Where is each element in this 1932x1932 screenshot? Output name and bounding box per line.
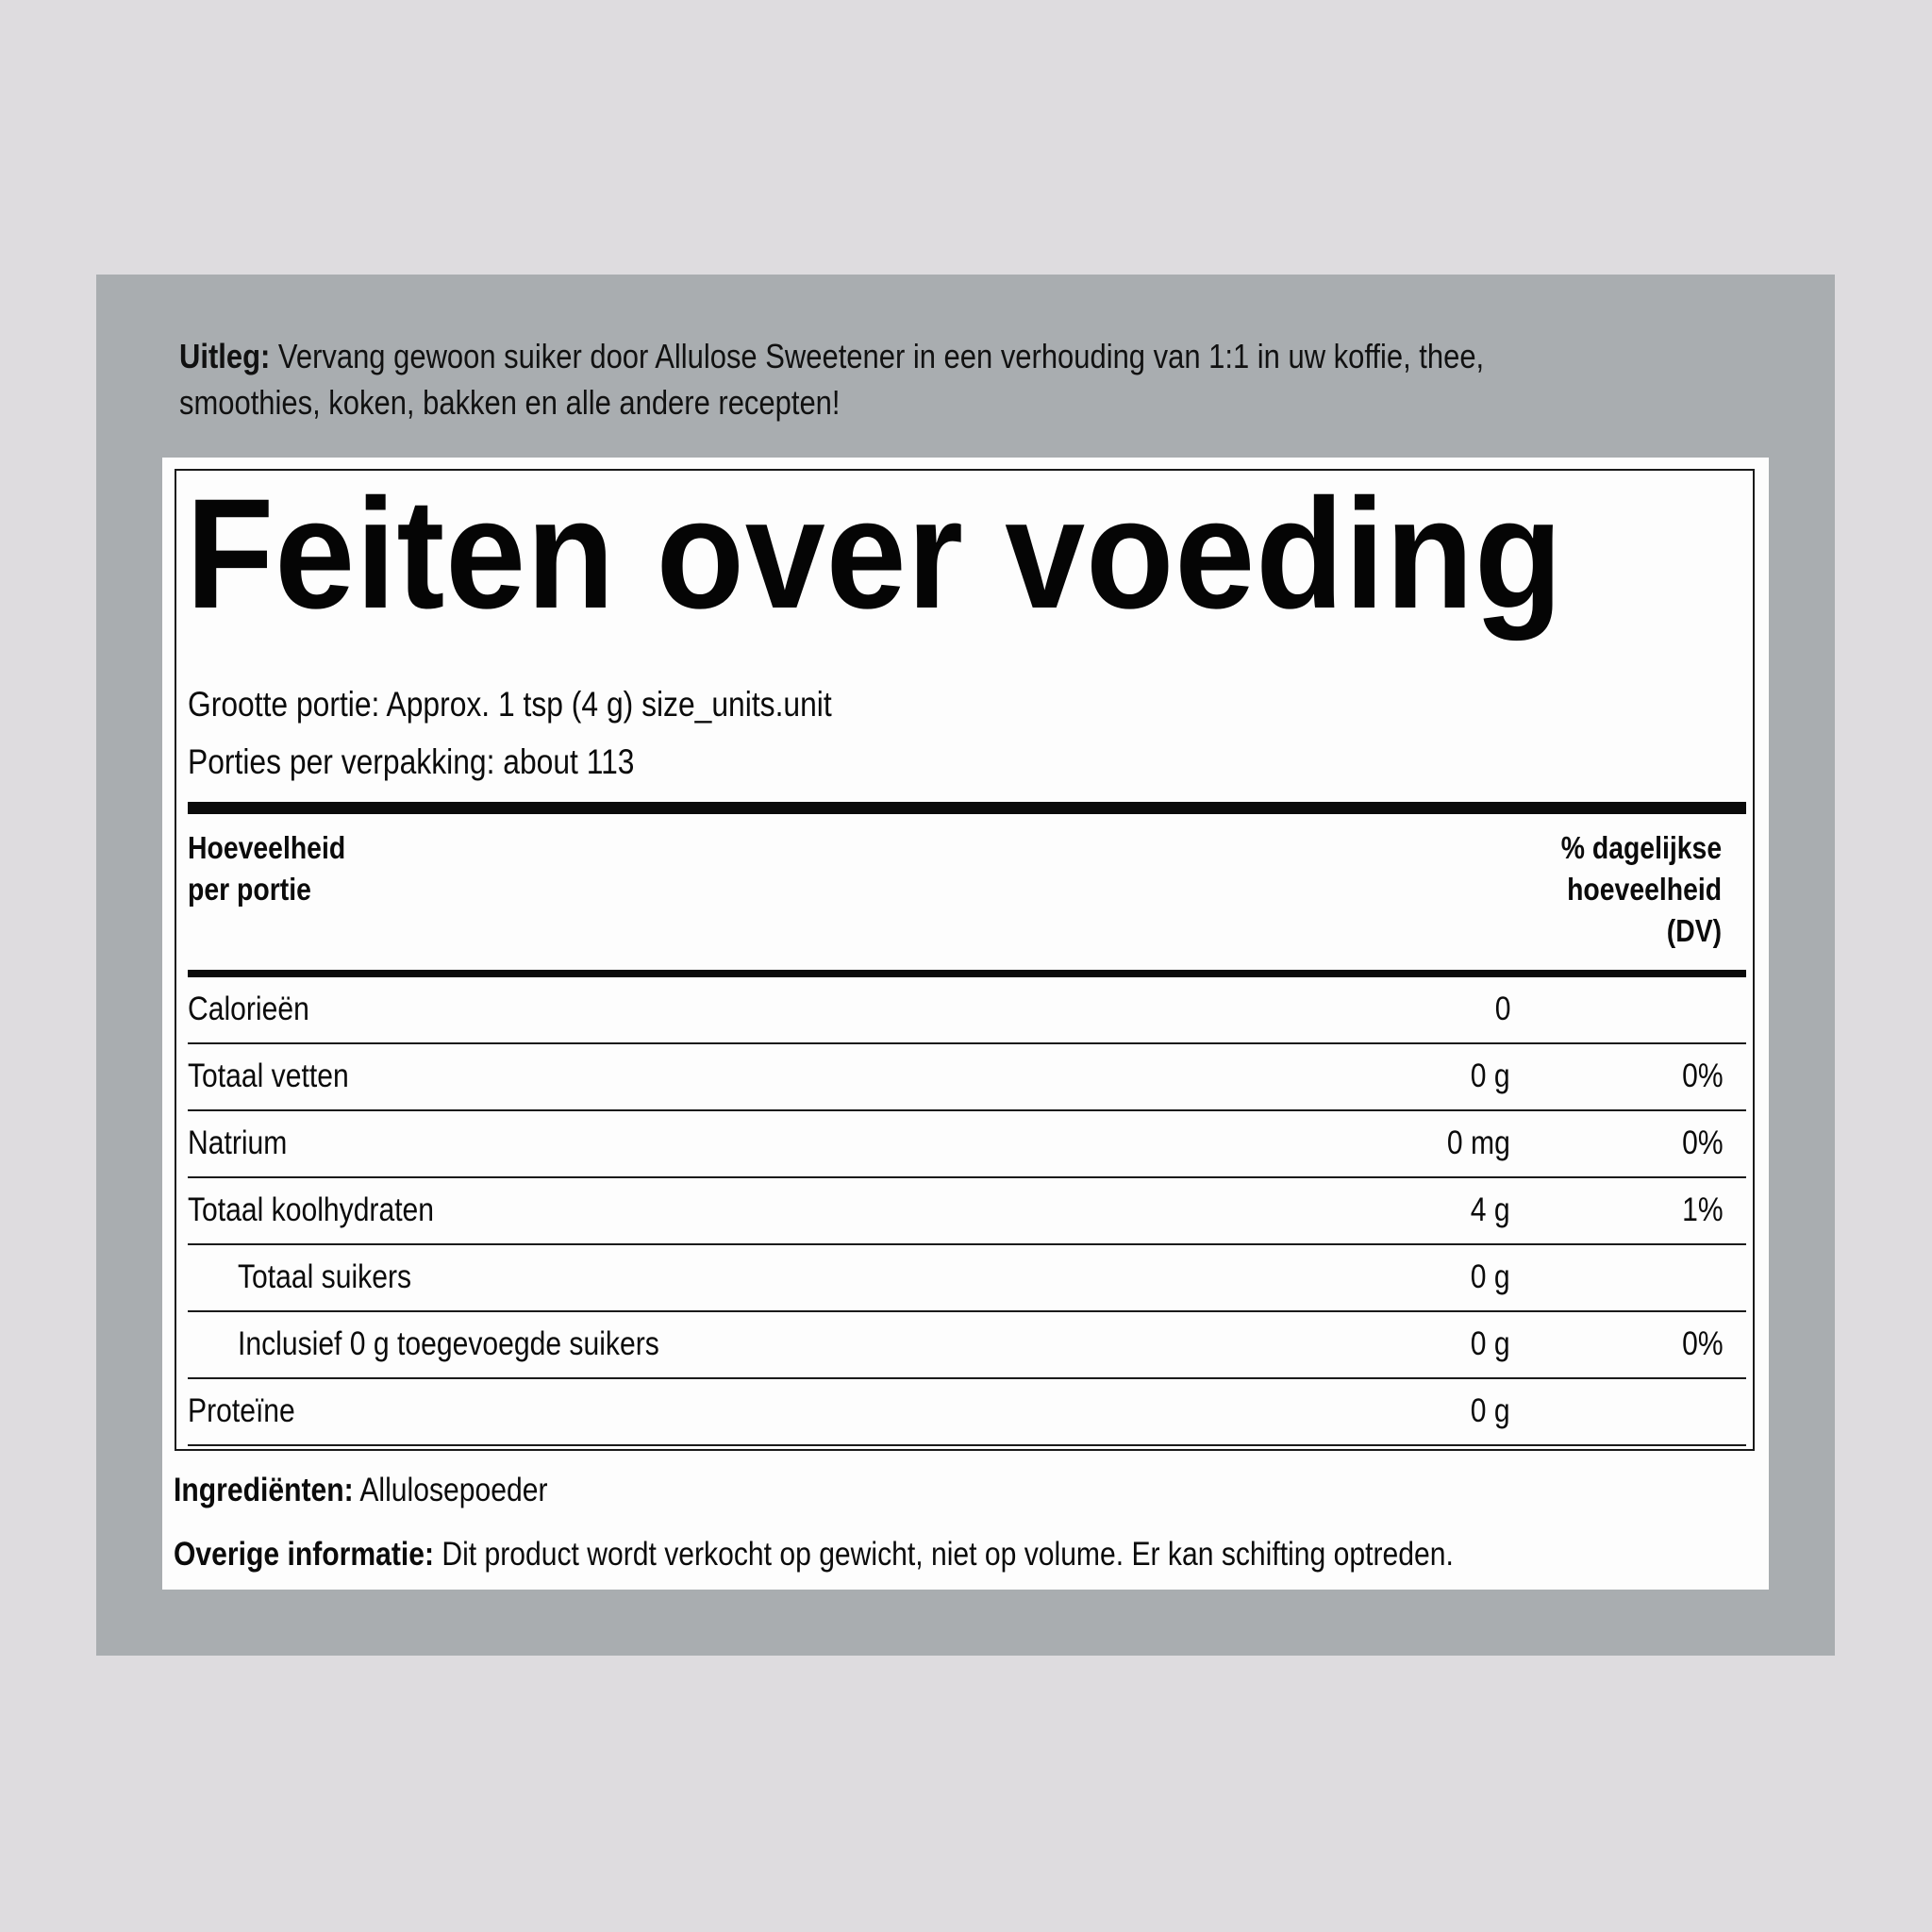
nutrient-amount: 0 mg <box>1447 1124 1510 1161</box>
nutrition-card <box>162 458 1769 1590</box>
usage-text: Vervang gewoon suiker door Allulose Sweetener in een verhouding van 1:1 in uw koffie, thee, <box>270 337 1485 375</box>
other-information <box>174 1534 1454 1575</box>
servings-per-container: Porties per verpakking: about 113 <box>188 742 635 781</box>
header-left-line1: Hoeveelheid <box>188 830 346 865</box>
nutrition-facts-box <box>175 469 1755 1451</box>
table-row <box>188 1245 1746 1312</box>
nutrient-name: Totaal vetten <box>188 1058 349 1094</box>
table-row <box>188 977 1746 1044</box>
table-row <box>188 1312 1746 1379</box>
header-right-line2: hoeveelheid <box>1566 872 1722 907</box>
serving-size: Grootte portie: Approx. 1 tsp (4 g) size_units.unit <box>188 685 832 724</box>
nutrient-name: Natrium <box>188 1124 288 1161</box>
nutrient-name: Totaal koolhydraten <box>188 1191 435 1228</box>
usage-label: Uitleg: <box>179 337 271 375</box>
amount-per-serving-header <box>188 827 345 910</box>
label-panel <box>96 275 1835 1656</box>
nutrient-amount: 0 g <box>1471 1325 1510 1362</box>
nutrient-name: Proteïne <box>188 1392 295 1429</box>
header-right-line3: (DV) <box>1666 913 1722 948</box>
nutrient-amount: 4 g <box>1471 1191 1510 1228</box>
table-row <box>188 1379 1746 1446</box>
nutrient-name: Inclusief 0 g toegevoegde suikers <box>238 1325 659 1362</box>
nutrient-amount: 0 g <box>1471 1258 1510 1295</box>
other-info-label: Overige informatie: <box>174 1536 434 1573</box>
usage-text-line2: smoothies, koken, bakken en alle andere recepten! <box>179 383 841 422</box>
nutrient-amount: 0 g <box>1471 1392 1510 1429</box>
thick-divider-top <box>188 802 1746 814</box>
facts-title: Feiten over voeding <box>186 467 1564 641</box>
other-info-text: Dit product wordt verkocht op gewicht, niet op volume. Er kan schifting optreden. <box>433 1536 1454 1573</box>
table-row <box>188 1111 1746 1178</box>
nutrient-amount: 0 <box>1494 991 1510 1027</box>
ingredients <box>174 1470 547 1511</box>
ingredients-label: Ingrediënten: <box>174 1472 354 1508</box>
nutrient-dv: 0% <box>1682 1058 1724 1094</box>
header-right-line1: % dagelijkse <box>1560 830 1722 865</box>
nutrient-dv: 1% <box>1682 1191 1724 1228</box>
usage-instructions <box>179 333 1786 425</box>
nutrient-table <box>188 977 1746 1446</box>
header-left-line2: per portie <box>188 872 311 907</box>
table-row <box>188 1178 1746 1245</box>
nutrient-name: Totaal suikers <box>238 1258 412 1295</box>
nutrient-name: Calorieën <box>188 991 309 1027</box>
nutrient-amount: 0 g <box>1471 1058 1510 1094</box>
ingredients-text: Allulosepoeder <box>353 1472 548 1508</box>
daily-value-header <box>1561 827 1722 952</box>
nutrient-dv: 0% <box>1682 1325 1724 1362</box>
nutrient-dv: 0% <box>1682 1124 1724 1161</box>
thick-divider-header <box>188 970 1746 977</box>
table-row <box>188 1044 1746 1111</box>
